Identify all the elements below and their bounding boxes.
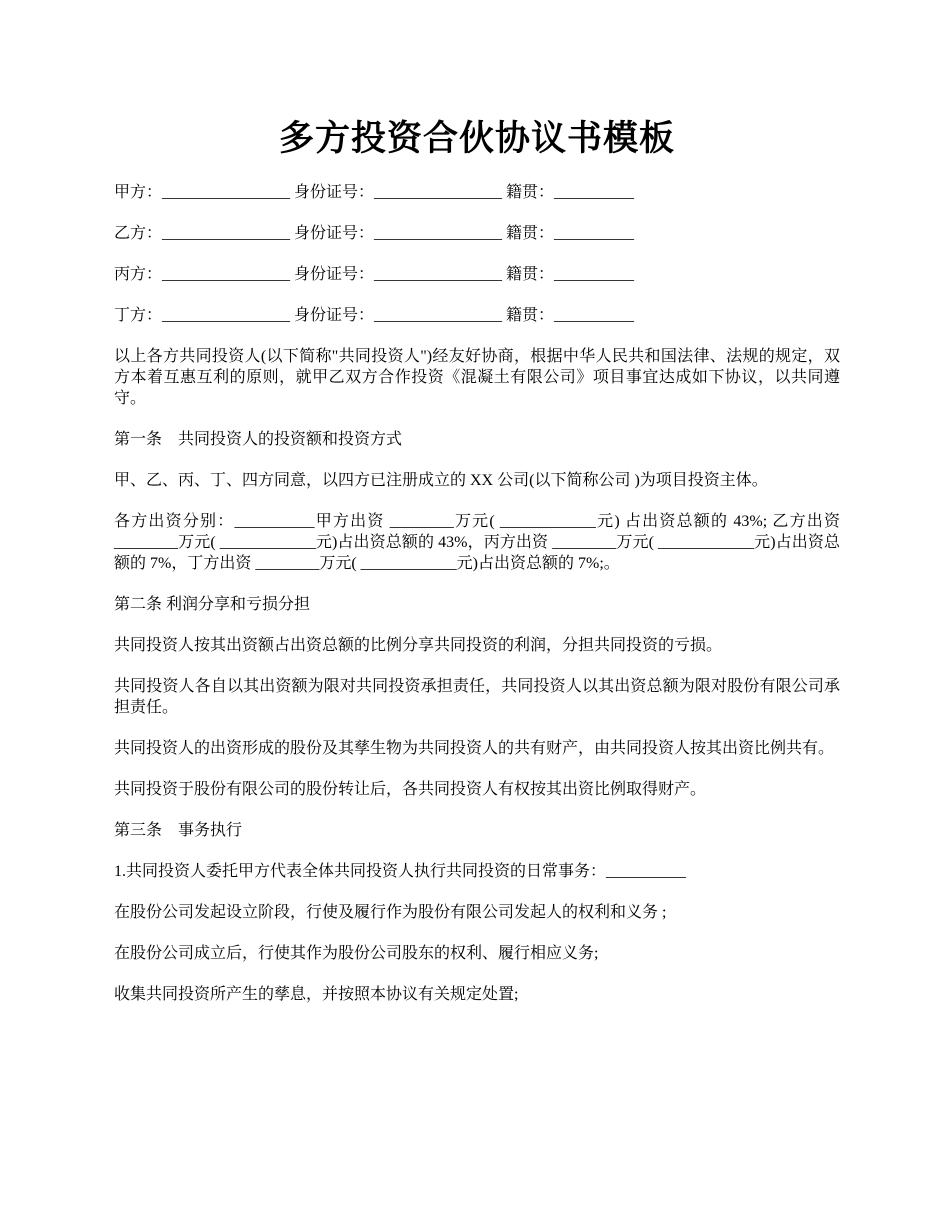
article-3-paragraph: 收集共同投资所产生的孳息，并按照本协议有关规定处置; (114, 986, 519, 1003)
party-label: 甲方： (114, 184, 163, 201)
article-1-paragraph: 甲、乙、丙、丁、四方同意，以四方已注册成立的 XX 公司(以下简称公司 )为项目投资主体。 (114, 472, 768, 489)
party-row-bing (114, 264, 840, 285)
id-blank: ________________ (374, 307, 503, 324)
name-blank: ________________ (162, 307, 291, 324)
article-2-heading: 第二条 利润分享和亏损分担 (114, 596, 311, 613)
party-row-ding (114, 305, 840, 326)
name-blank: ________________ (162, 225, 291, 242)
party-list (114, 182, 840, 326)
party-label: 乙方： (114, 225, 163, 242)
id-label: 身份证号： (294, 266, 375, 283)
article-2-paragraph: 共同投资人按其出资额占出资总额的比例分享共同投资的利润，分担共同投资的亏损。 (114, 637, 723, 654)
origin-label: 籍贯： (506, 184, 555, 201)
party-row-jia (114, 182, 840, 203)
origin-blank: __________ (554, 184, 635, 201)
name-blank: ________________ (162, 184, 291, 201)
party-row-yi (114, 223, 840, 244)
name-blank: ________________ (162, 266, 291, 283)
id-label: 身份证号： (294, 225, 375, 242)
origin-blank: __________ (554, 225, 635, 242)
article-2-paragraph: 共同投资于股份有限公司的股份转让后，各共同投资人有权按其出资比例取得财产。 (114, 781, 707, 798)
id-blank: ________________ (374, 225, 503, 242)
origin-blank: __________ (554, 307, 635, 324)
id-label: 身份证号： (294, 307, 375, 324)
article-3-paragraph: 在股份公司成立后，行使其作为股份公司股东的权利、履行相应义务; (114, 945, 599, 962)
article-2-paragraph: 共同投资人的出资形成的股份及其孳生物为共同投资人的共有财产，由共同投资人按其出资比例共有。 (114, 740, 835, 757)
article-3-heading: 第三条 事务执行 (114, 822, 243, 839)
origin-blank: __________ (554, 266, 635, 283)
id-blank: ________________ (374, 184, 503, 201)
article-3-paragraph: 在股份公司发起设立阶段，行使及履行作为股份有限公司发起人的权利和义务 ; (114, 904, 667, 921)
article-1-contributions: 各方出资分别：__________甲方出资 ________万元( ____________元) 占出资总额的 43%; 乙方出资 ________万元( ____________元)占出资总额的 43%，丙方出资 ________万元( ____________元)占出资总额的 7%，丁方出资 ________万元( ____________元)占出资总额的 7%;。 (114, 513, 840, 572)
document-page (114, 0, 840, 1025)
document-title: 多方投资合伙协议书模板 (278, 119, 675, 158)
party-label: 丙方： (114, 266, 163, 283)
article-3-paragraph: 1.共同投资人委托甲方代表全体共同投资人执行共同投资的日常事务：__________ (114, 863, 687, 880)
id-label: 身份证号： (294, 184, 375, 201)
origin-label: 籍贯： (506, 307, 555, 324)
article-1-heading: 第一条 共同投资人的投资额和投资方式 (114, 431, 403, 448)
origin-label: 籍贯： (506, 266, 555, 283)
origin-label: 籍贯： (506, 225, 555, 242)
id-blank: ________________ (374, 266, 503, 283)
party-label: 丁方： (114, 307, 163, 324)
intro-paragraph: 以上各方共同投资人(以下简称"共同投资人")经友好协商，根据中华人民共和国法律、法规的规定，双方本着互惠互利的原则，就甲乙双方合作投资《混凝土有限公司》项目事宜达成如下协议，以共同遵守。 (114, 348, 840, 407)
article-2-paragraph: 共同投资人各自以其出资额为限对共同投资承担责任，共同投资人以其出资总额为限对股份有限公司承担责任。 (114, 678, 840, 716)
